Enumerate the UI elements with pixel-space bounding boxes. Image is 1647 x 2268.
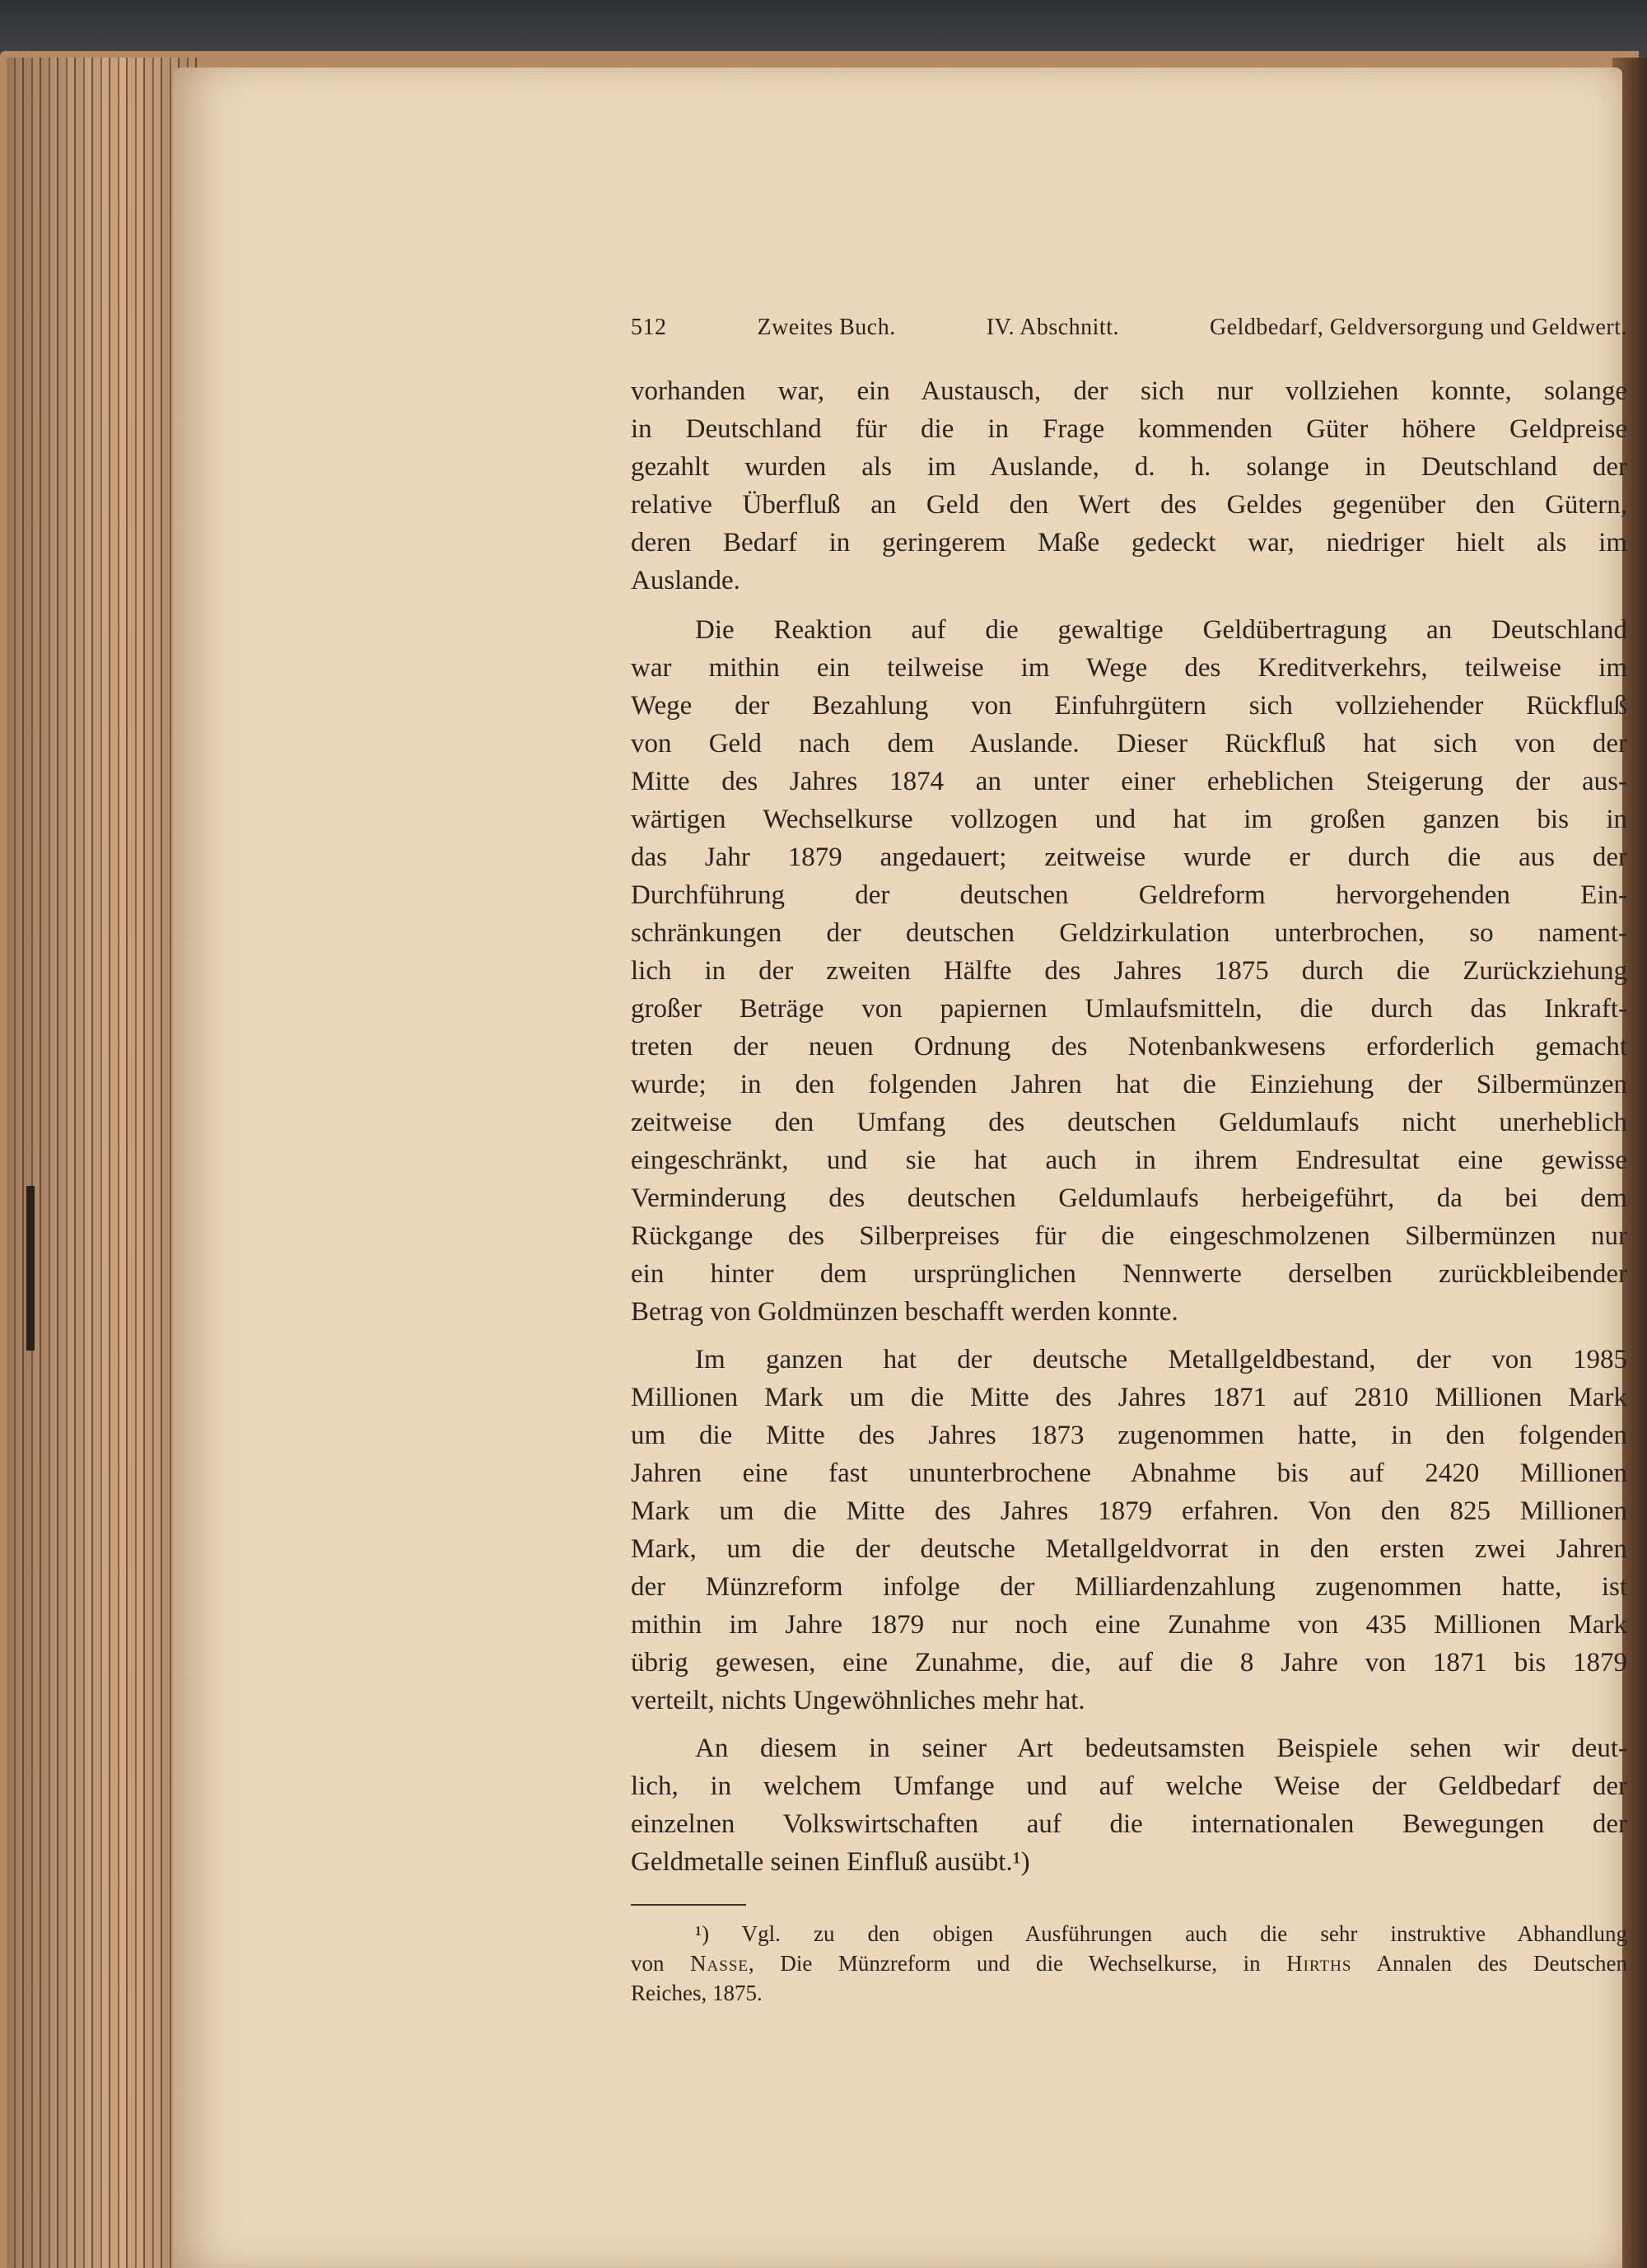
text-line: Mark um die Mitte des Jahres 1879 erfahren. Von den 825 Millionen bbox=[631, 1496, 1627, 1526]
text-line: deren Bedarf in geringerem Maße gedeckt war, niedriger hielt als im bbox=[631, 528, 1627, 558]
footnote-rule bbox=[631, 1904, 746, 1906]
text-line: verteilt, nichts Ungewöhnliches mehr hat. bbox=[631, 1686, 1085, 1715]
text-line: wärtigen Wechselkurse vollzogen und hat im großen ganzen bis in bbox=[631, 805, 1627, 834]
text-line: vorhanden war, ein Austausch, der sich nur vollziehen konnte, solange bbox=[631, 376, 1627, 406]
text-line: Jahren eine fast ununterbrochene Abnahme bis auf 2420 Millionen bbox=[631, 1458, 1627, 1488]
footnote-journal-author: Hirths bbox=[1286, 1951, 1352, 1976]
text-line: An diesem in seiner Art bedeutsamsten Beispiele sehen wir deut- bbox=[695, 1734, 1627, 1763]
text-line: Wege der Bezahlung von Einfuhrgütern sich vollziehender Rückfluß bbox=[631, 691, 1627, 721]
text-line: Im ganzen hat der deutsche Metallgeldbestand, der von 1985 bbox=[695, 1345, 1627, 1374]
text-line: Mitte des Jahres 1874 an unter einer erheblichen Steigerung der aus- bbox=[631, 767, 1627, 796]
header-book: Zweites Buch. bbox=[757, 315, 896, 340]
footnote-line bbox=[631, 1948, 1627, 1978]
text-line: schränkungen der deutschen Geldzirkulation unterbrochen, so nament- bbox=[631, 918, 1627, 948]
header-title: Geldbedarf, Geldversorgung und Geldwert. bbox=[1209, 315, 1627, 340]
paragraph-1 bbox=[631, 372, 1627, 600]
text-line: relative Überfluß an Geld den Wert des Geldes gegenüber den Gütern, bbox=[631, 490, 1627, 520]
text-line: lich, in welchem Umfange und auf welche Weise der Geldbedarf der bbox=[631, 1771, 1627, 1801]
text-line: Rückgange des Silberpreises für die eingeschmolzenen Silbermünzen nur bbox=[631, 1221, 1627, 1251]
text-line: um die Mitte des Jahres 1873 zugenommen hatte, in den folgenden bbox=[631, 1421, 1627, 1450]
text-line: ein hinter dem ursprünglichen Nennwerte derselben zurückbleibender bbox=[631, 1259, 1627, 1289]
running-header bbox=[631, 315, 1627, 341]
text-line: von Geld nach dem Auslande. Dieser Rückfluß hat sich von der bbox=[631, 729, 1627, 758]
text-line: Verminderung des deutschen Geldumlaufs herbeigeführt, da bei dem bbox=[631, 1183, 1627, 1213]
text-line: gezahlt wurden als im Auslande, d. h. solange in Deutschland der bbox=[631, 452, 1627, 482]
page-edges-shadow bbox=[7, 58, 198, 2268]
footnote bbox=[631, 1919, 1627, 2008]
text-line: mithin im Jahre 1879 nur noch eine Zunahme von 435 Millionen Mark bbox=[631, 1610, 1627, 1640]
text-line: war mithin ein teilweise im Wege des Kreditverkehrs, teilweise im bbox=[631, 653, 1627, 683]
text-line: das Jahr 1879 angedauert; zeitweise wurde er durch die aus der bbox=[631, 842, 1627, 872]
text-line: übrig gewesen, eine Zunahme, die, auf die 8 Jahre von 1871 bis 1879 bbox=[631, 1648, 1627, 1678]
text-line: zeitweise den Umfang des deutschen Geldumlaufs nicht unerheblich bbox=[631, 1108, 1627, 1137]
text-line: Auslande. bbox=[631, 566, 740, 595]
text-line: Mark, um die der deutsche Metallgeldvorrat in den ersten zwei Jahren bbox=[631, 1534, 1627, 1564]
header-section: IV. Abschnitt. bbox=[986, 315, 1119, 340]
footnote-line: ¹) Vgl. zu den obigen Ausführungen auch die sehr instruktive Abhandlung bbox=[695, 1921, 1627, 1946]
text-line: eingeschränkt, und sie hat auch in ihrem Endresultat eine gewisse bbox=[631, 1146, 1627, 1175]
text-line: Durchführung der deutschen Geldreform hervorgehenden Ein- bbox=[631, 880, 1627, 910]
paragraph-4 bbox=[631, 1729, 1627, 1881]
text-line: lich in der zweiten Hälfte des Jahres 1875 durch die Zurückziehung bbox=[631, 956, 1627, 986]
edge-mark bbox=[26, 1186, 35, 1351]
paragraph-2 bbox=[631, 611, 1627, 1331]
footnote-author: Nasse bbox=[690, 1951, 749, 1976]
footnote-text: von bbox=[631, 1951, 691, 1976]
text-line: Millionen Mark um die Mitte des Jahres 1871 auf 2810 Millionen Mark bbox=[631, 1383, 1627, 1412]
text-line: wurde; in den folgenden Jahren hat die Einziehung der Silbermünzen bbox=[631, 1070, 1627, 1099]
footnote-text: Annalen des Deutschen bbox=[1351, 1951, 1627, 1976]
paragraph-3 bbox=[631, 1341, 1627, 1720]
page-number: 512 bbox=[631, 315, 667, 340]
text-line: der Münzreform infolge der Milliardenzahlung zugenommen hatte, ist bbox=[631, 1572, 1627, 1602]
text-line: Die Reaktion auf die gewaltige Geldübertragung an Deutschland bbox=[695, 615, 1627, 645]
text-line: einzelnen Volkswirtschaften auf die internationalen Bewegungen der bbox=[631, 1809, 1627, 1839]
footnote-line: Reiches, 1875. bbox=[631, 1981, 763, 2005]
text-line: Geldmetalle seinen Einfluß ausübt.¹) bbox=[631, 1847, 1030, 1877]
text-line: Betrag von Goldmünzen beschafft werden konnte. bbox=[631, 1297, 1178, 1327]
text-line: in Deutschland für die in Frage kommenden Güter höhere Geldpreise bbox=[631, 414, 1627, 444]
text-line: treten der neuen Ordnung des Notenbankwesens erforderlich gemacht bbox=[631, 1032, 1627, 1062]
footnote-text: , Die Münzreform und die Wechselkurse, in bbox=[749, 1951, 1287, 1976]
book-page bbox=[173, 68, 1627, 2268]
text-line: großer Beträge von papiernen Umlaufsmitteln, die durch das Inkraft- bbox=[631, 994, 1627, 1024]
